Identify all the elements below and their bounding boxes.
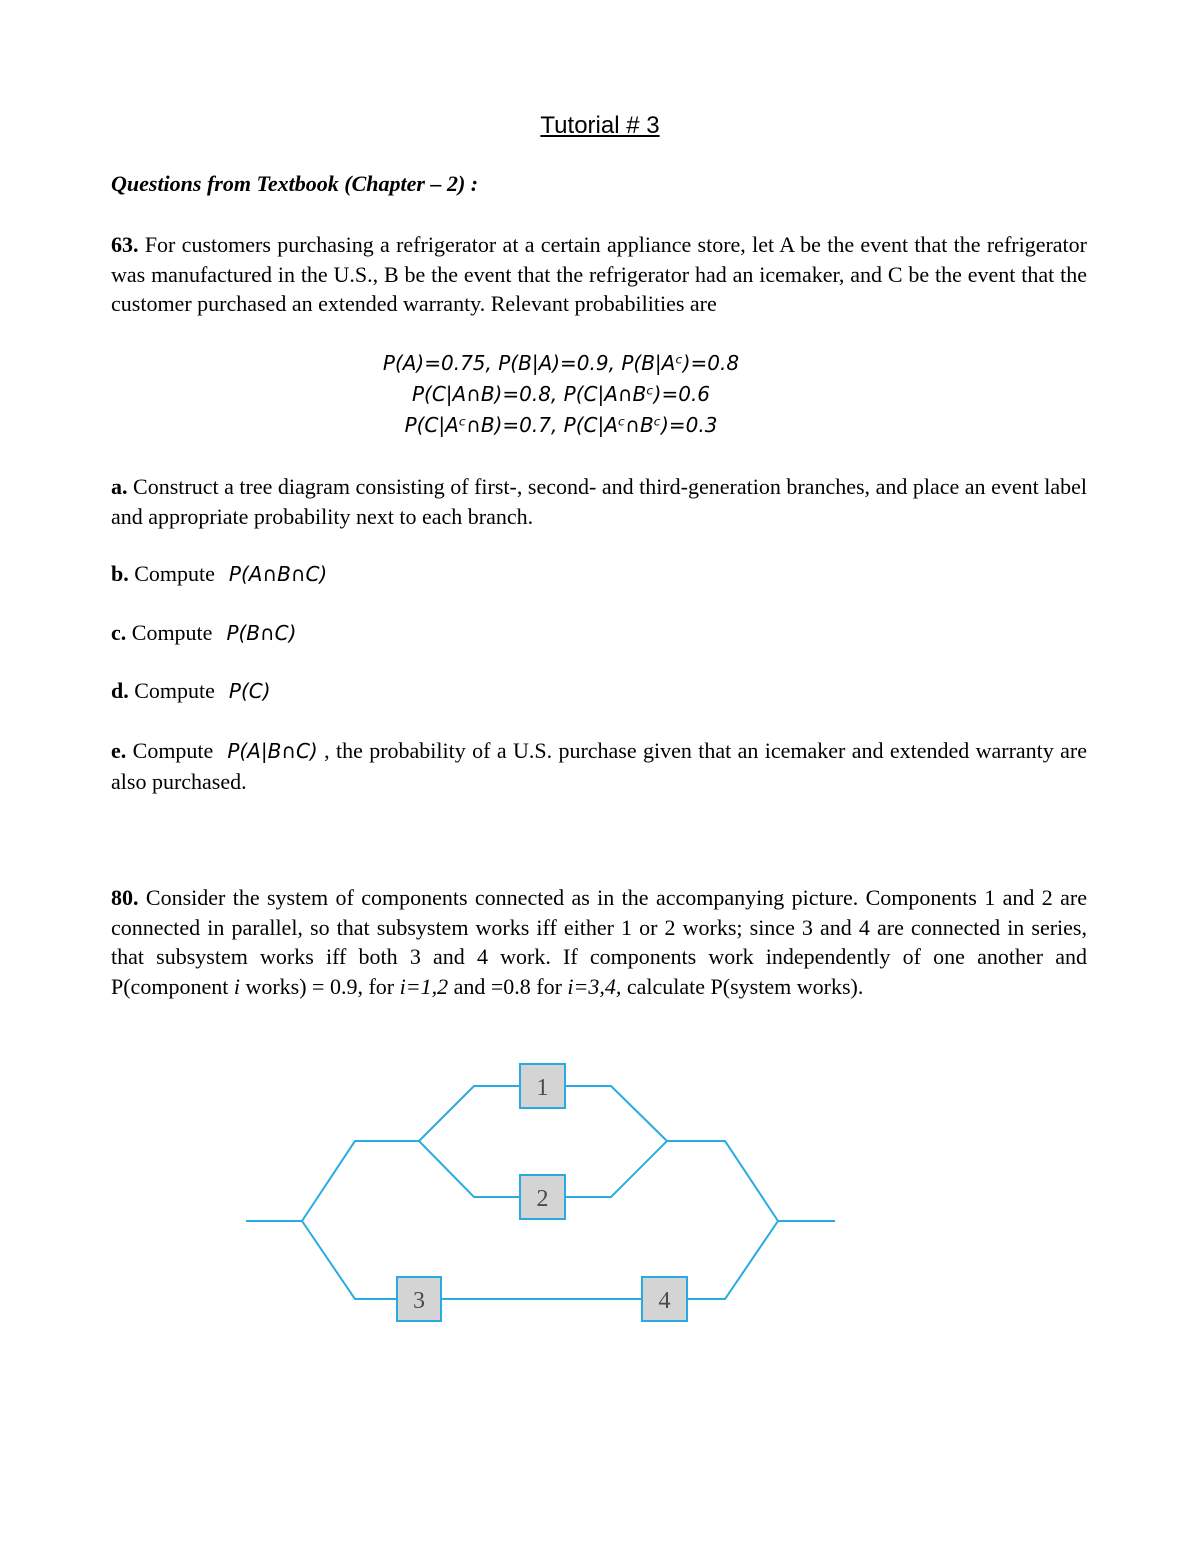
component-3-label: 3 bbox=[413, 1288, 425, 1314]
part-math: P(A∩B∩C) bbox=[228, 562, 328, 586]
part-text: Compute bbox=[132, 738, 214, 763]
part-math: P(A|B∩C) bbox=[227, 739, 318, 763]
question-80-number: 80. bbox=[111, 885, 139, 910]
part-label: b. bbox=[111, 561, 129, 586]
component-2 bbox=[520, 1175, 565, 1219]
wire-upper-right bbox=[667, 1141, 778, 1221]
part-text: Compute bbox=[131, 620, 213, 645]
italic-range-1: i=1,2 bbox=[399, 973, 449, 999]
question-63-body: For customers purchasing a refrigerator at a certain appliance store, let A be the event that the refrigerator was manufactured in the U.S., B be the event that the refrigerator had an icemaker, and C be the event that the customer purchased an extended warranty. Relevant probabilities are bbox=[111, 232, 1087, 316]
formula-line-3: P(C|Aᶜ∩B)=0.7, P(C|Aᶜ∩Bᶜ)=0.3 bbox=[404, 413, 718, 437]
part-math: P(C) bbox=[228, 679, 271, 703]
question-80-body-4: calculate P(system works). bbox=[621, 973, 864, 999]
wire-upper-left bbox=[302, 1141, 419, 1221]
question-80-body-1: Consider the system of components connected as in the accompanying picture. Components 1 and 2 are connected in parallel, so that subsystem works iff either 1 or 2 works; since 3 and 4 are connected in series, that subsystem works iff both 3 and 4 work. If components work independently of one another and P(component bbox=[111, 885, 1087, 999]
part-label: e. bbox=[111, 738, 127, 763]
part-text-after: , the probability of a U.S. purchase given that an icemaker and extended warranty are also purchased. bbox=[111, 738, 1088, 794]
question-80-body-2: works) = 0.9, for bbox=[239, 973, 400, 999]
wire-from-2 bbox=[565, 1141, 667, 1197]
section-subtitle: Questions from Textbook (Chapter – 2) : bbox=[111, 171, 479, 196]
question-80-body-3: and =0.8 for bbox=[448, 973, 568, 999]
page-title: Tutorial # 3 bbox=[540, 112, 660, 139]
component-1 bbox=[520, 1064, 565, 1108]
formula-line-1: P(A)=0.75, P(B|A)=0.9, P(B|Aᶜ)=0.8 bbox=[382, 351, 740, 375]
part-text: Construct a tree diagram consisting of first-, second- and third-generation branches, and place an event label and appropriate probability next to each branch. bbox=[111, 474, 1087, 529]
part-math: P(B∩C) bbox=[226, 621, 297, 645]
component-1-label: 1 bbox=[536, 1075, 549, 1101]
part-text: Compute bbox=[134, 561, 215, 586]
component-2-label: 2 bbox=[536, 1186, 549, 1212]
question-63-number: 63. bbox=[111, 232, 139, 257]
italic-i: i bbox=[233, 973, 240, 999]
wire-lower-left bbox=[302, 1221, 397, 1299]
component-3 bbox=[397, 1277, 441, 1321]
part-text: Compute bbox=[134, 678, 215, 703]
part-label: d. bbox=[111, 678, 129, 703]
part-label: a. bbox=[111, 474, 128, 499]
wire-lower-right bbox=[687, 1221, 778, 1299]
component-4-label: 4 bbox=[658, 1288, 671, 1314]
formula-line-2: P(C|A∩B)=0.8, P(C|A∩Bᶜ)=0.6 bbox=[411, 382, 711, 406]
component-4 bbox=[642, 1277, 687, 1321]
wire-to-2 bbox=[419, 1141, 520, 1197]
wire-from-1 bbox=[565, 1086, 667, 1141]
part-label: c. bbox=[111, 620, 127, 645]
italic-range-2: i=3,4, bbox=[567, 973, 622, 999]
wire-to-1 bbox=[419, 1086, 520, 1141]
